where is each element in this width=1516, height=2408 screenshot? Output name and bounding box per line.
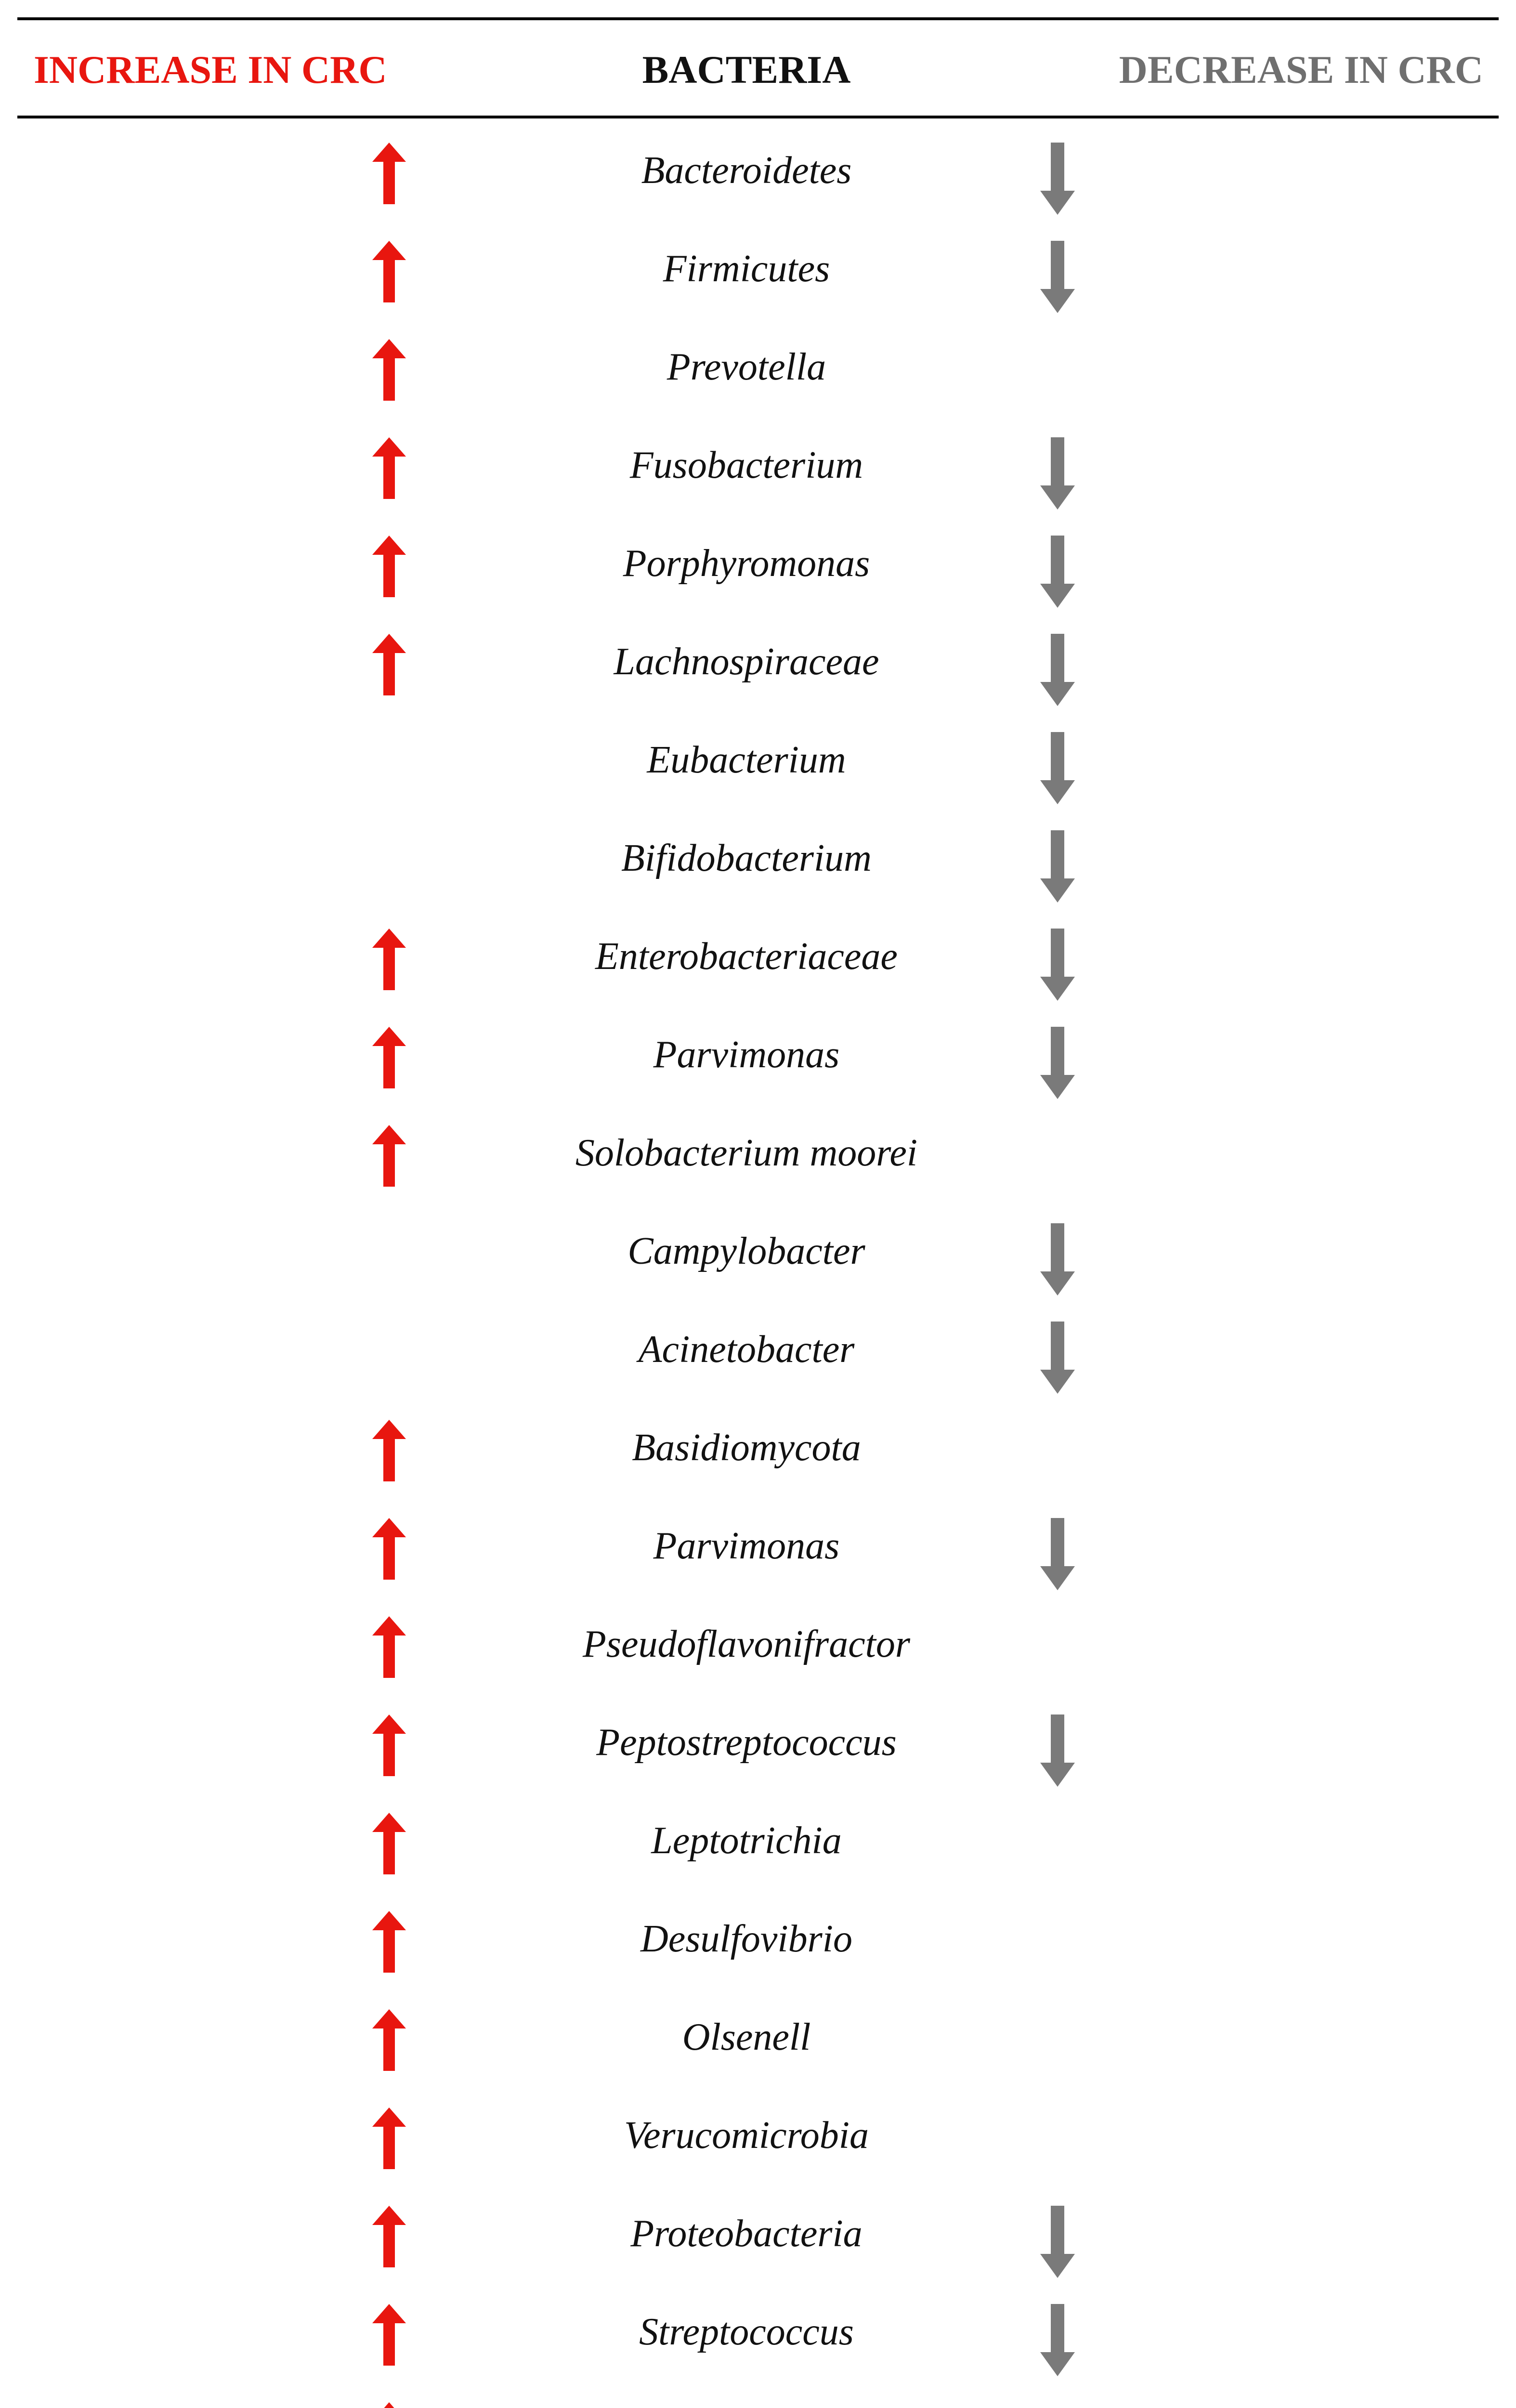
arrow-up-icon xyxy=(372,2206,406,2267)
arrow-down-icon xyxy=(1040,241,1075,313)
bacteria-name: Firmicutes xyxy=(663,248,830,290)
bacteria-column-header: BACTERIA xyxy=(642,48,851,92)
bacteria-name: Campylobacter xyxy=(627,1230,865,1272)
table-row xyxy=(0,809,1516,907)
table-row xyxy=(0,1890,1516,1988)
bacteria-name: Enterobacteriaceae xyxy=(595,935,898,978)
arrow-up-icon xyxy=(372,437,406,499)
arrow-up-icon xyxy=(372,2107,406,2169)
table-row xyxy=(0,514,1516,613)
table-row xyxy=(0,1300,1516,1399)
arrow-up-icon xyxy=(372,1420,406,1481)
bacteria-name: Verucomicrobia xyxy=(624,2114,869,2157)
arrow-down-icon xyxy=(1040,143,1075,215)
arrow-down-icon xyxy=(1040,732,1075,804)
table-row xyxy=(0,1792,1516,1890)
bacteria-name: Solobacterium moorei xyxy=(575,1132,918,1174)
arrow-up-icon xyxy=(372,143,406,204)
arrow-up-icon xyxy=(372,1911,406,1973)
arrow-up-icon xyxy=(372,1518,406,1580)
arrow-up-icon xyxy=(372,1616,406,1678)
table-row xyxy=(0,121,1516,220)
table-row xyxy=(0,220,1516,318)
table-row xyxy=(0,318,1516,416)
bacteria-name: Parvimonas xyxy=(653,1034,840,1076)
arrow-up-icon xyxy=(372,1125,406,1187)
table-row xyxy=(0,907,1516,1006)
table-row xyxy=(0,1497,1516,1595)
arrow-down-icon xyxy=(1040,929,1075,1001)
arrow-up-icon xyxy=(372,2009,406,2071)
bacteria-name: Peptostreptococcus xyxy=(596,1721,897,1764)
bacteria-name: Desulfovibrio xyxy=(640,1918,852,1960)
arrow-down-icon xyxy=(1040,634,1075,706)
bacteria-name: Prevotella xyxy=(667,346,826,388)
arrow-up-icon xyxy=(372,536,406,597)
bacteria-name: Olsenell xyxy=(682,2016,811,2058)
arrow-up-icon xyxy=(372,1027,406,1088)
bacteria-name: Streptococcus xyxy=(639,2311,854,2353)
bacteria-name: Parvimonas xyxy=(653,1525,840,1567)
arrow-down-icon xyxy=(1040,2206,1075,2278)
arrow-up-icon xyxy=(372,2402,406,2408)
bacteria-name: Eubacterium xyxy=(647,739,846,781)
table-row xyxy=(0,1595,1516,1693)
arrow-down-icon xyxy=(1040,1027,1075,1099)
arrow-down-icon xyxy=(1040,830,1075,903)
decrease-column-header: DECREASE IN CRC xyxy=(1119,48,1483,92)
bacteria-name: Lachnospiraceae xyxy=(614,641,879,683)
bacteria-name: Porphyromonas xyxy=(623,542,870,585)
table-row xyxy=(0,2185,1516,2283)
table-row xyxy=(0,2086,1516,2185)
bacteria-name: Pseudoflavonifractor xyxy=(583,1623,910,1665)
bacteria-name: Proteobacteria xyxy=(630,2212,863,2255)
bacteria-name: Bacteroidetes xyxy=(641,149,852,192)
arrow-up-icon xyxy=(372,2304,406,2366)
arrow-down-icon xyxy=(1040,1223,1075,1296)
bacteria-name: Bifidobacterium xyxy=(621,837,872,879)
bacteria-name: Leptotrichia xyxy=(651,1819,842,1862)
table-row xyxy=(0,1399,1516,1497)
arrow-up-icon xyxy=(372,1714,406,1776)
table-row xyxy=(0,1006,1516,1104)
arrow-up-icon xyxy=(372,339,406,401)
bacteria-name: Acinetobacter xyxy=(638,1328,855,1371)
header-rule xyxy=(17,116,1499,118)
table-row xyxy=(0,711,1516,809)
arrow-down-icon xyxy=(1040,1322,1075,1394)
arrow-down-icon xyxy=(1040,437,1075,510)
table-row xyxy=(0,1202,1516,1300)
arrow-up-icon xyxy=(372,1813,406,1874)
arrow-up-icon xyxy=(372,241,406,302)
table-row xyxy=(0,2381,1516,2408)
arrow-down-icon xyxy=(1040,536,1075,608)
bacteria-name xyxy=(506,2400,987,2408)
increase-column-header: INCREASE IN CRC xyxy=(34,48,387,92)
bacteria-name: Basidiomycota xyxy=(632,1426,861,1469)
table-row xyxy=(0,1693,1516,1792)
arrow-up-icon xyxy=(372,634,406,695)
bacteria-name: Fusobacterium xyxy=(629,444,863,486)
arrow-down-icon xyxy=(1040,1714,1075,1787)
table-row xyxy=(0,613,1516,711)
table-top-rule xyxy=(17,17,1499,20)
table-row xyxy=(0,416,1516,514)
table-row xyxy=(0,2283,1516,2381)
table-row xyxy=(0,1104,1516,1202)
table-row xyxy=(0,1988,1516,2086)
arrow-up-icon xyxy=(372,929,406,990)
arrow-down-icon xyxy=(1040,1518,1075,1590)
arrow-down-icon xyxy=(1040,2304,1075,2376)
